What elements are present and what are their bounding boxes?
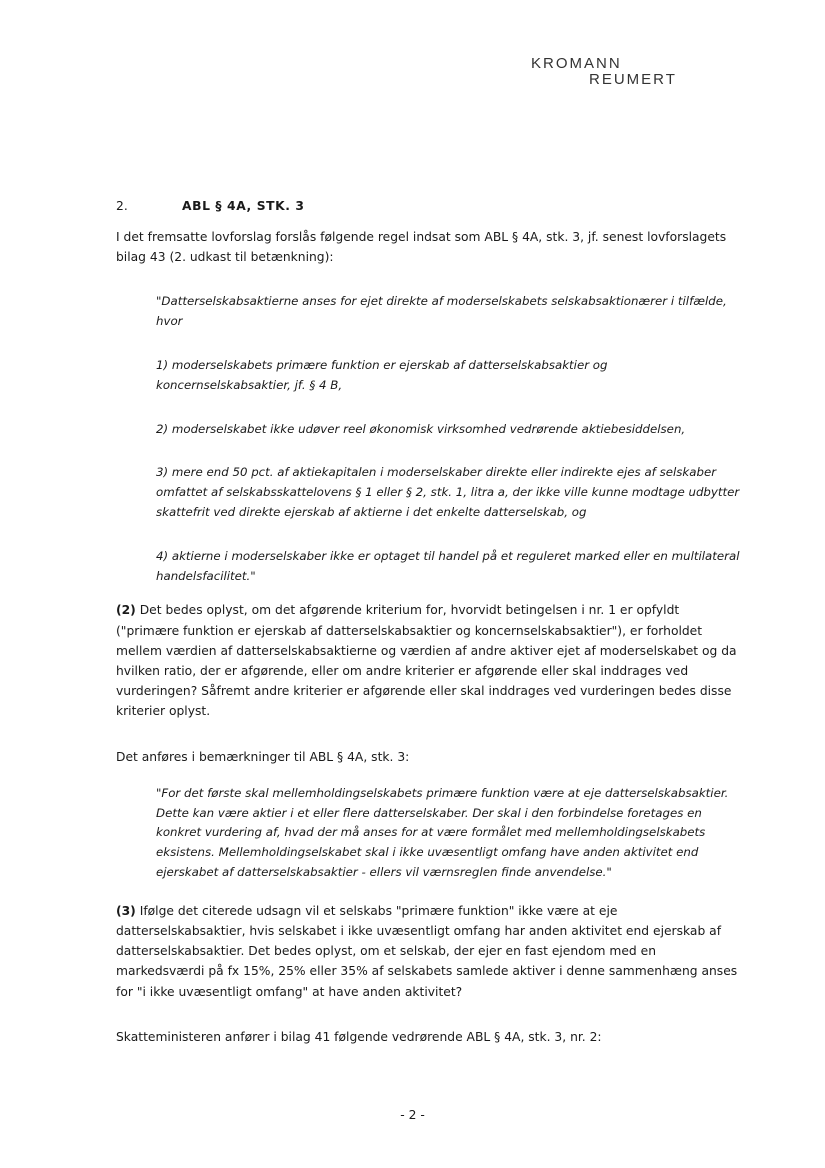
question-3-text: Ifølge det citerede udsagn vil et selskabs "primære funktion" ikke være at eje datterselskabsaktier, hvis selskabet i ikke uvæsentligt omfang har anden aktivitet end ejerskab af datterselskabsaktier. Det bedes oplyst, om et selskab, der ejer en fast ejendom med en markedsværdi på fx 15%, 25% eller 35% af selskabets samlede aktiver i denne sammenhæng anses for "i ikke uvæsentligt omfang" at have anden aktivitet? (116, 903, 738, 999)
quoted-provision (156, 292, 741, 586)
quoted-remarks (156, 784, 741, 883)
question-2-label: (2) (116, 603, 136, 618)
company-logo (531, 56, 677, 88)
remarks-quote: "For det første skal mellemholdingselskabets primære funktion være at eje datterselskabsaktier. Dette kan være aktier i et eller flere datterselskaber. Der skal i den forbindelse foretages en konkret vurdering af, hvad der må anses for at være formålet med mellemholdingselskabets eksistens. Mellemholdingselskabet skal i ikke uvæsentligt omfang have anden aktivitet end ejerskabet af datterselskabsaktier - ellers vil værnsreglen finde anvendelse." (156, 785, 729, 879)
closing-paragraph: Skatteministeren anfører i bilag 41 følgende vedrørende ABL § 4A, stk. 3, nr. 2: (116, 1029, 602, 1044)
quote-item-3: 3) mere end 50 pct. af aktiekapitalen i moderselskaber direkte eller indirekte ejes af selskaber omfattet af selskabsskattelovens § 1 eller § 2, stk. 1, litra a, der ikke ville kunne modtage udbytter skattefrit ved direkte ejerskab af aktierne i det enkelte datterselskab, og (156, 465, 740, 519)
question-2-text: Det bedes oplyst, om det afgørende kriterium for, hvorvidt betingelsen i nr. 1 er opfyldt ("primære funktion er ejerskab af datterselskabsaktier og koncernselskabsaktier"), er forholdet mellem værdien af datterselskabsaktierne og værdien af andre aktiver ejet af moderselskabet og da hvilken ratio, der er afgørende, eller om andre kriterier er afgørende eller skal inddrages ved vurderingen? Såfremt andre kriterier er afgørende eller skal inddrages ved vurderingen bedes disse kriterier oplyst. (116, 603, 737, 719)
page-number: - 2 - (400, 1108, 425, 1122)
section-title: ABL § 4A, STK. 3 (182, 199, 305, 213)
question-3-paragraph (116, 901, 741, 1002)
section-number: 2. (116, 199, 128, 213)
quote-item-4: 4) aktierne i moderselskaber ikke er optaget til handel på et reguleret marked eller en multilateral handelsfacilitet." (156, 548, 740, 583)
section-heading (116, 196, 741, 220)
quote-paragraph: "Datterselskabsaktierne anses for ejet direkte af moderselskabets selskabsaktionærer i tilfælde, hvor (156, 294, 727, 329)
document-body (116, 196, 741, 1047)
logo-line-2: REUMERT (589, 71, 677, 88)
remarks-intro: Det anføres i bemærkninger til ABL § 4A, stk. 3: (116, 749, 410, 764)
quote-item-1: 1) moderselskabets primære funktion er ejerskab af datterselskabsaktier og koncernselskabsaktier, jf. § 4 B, (156, 358, 608, 392)
intro-paragraph: I det fremsatte lovforslag forslås følgende regel indsat som ABL § 4A, stk. 3, jf. senest lovforslagets bilag 43 (2. udkast til betænkning): (116, 230, 727, 265)
quote-item-2: 2) moderselskabet ikke udøver reel økonomisk virksomhed vedrørende aktiebesiddelsen, (156, 421, 686, 436)
logo-line-1: KROMANN (531, 55, 622, 72)
question-2-paragraph (116, 600, 741, 721)
question-3-label: (3) (116, 903, 136, 918)
